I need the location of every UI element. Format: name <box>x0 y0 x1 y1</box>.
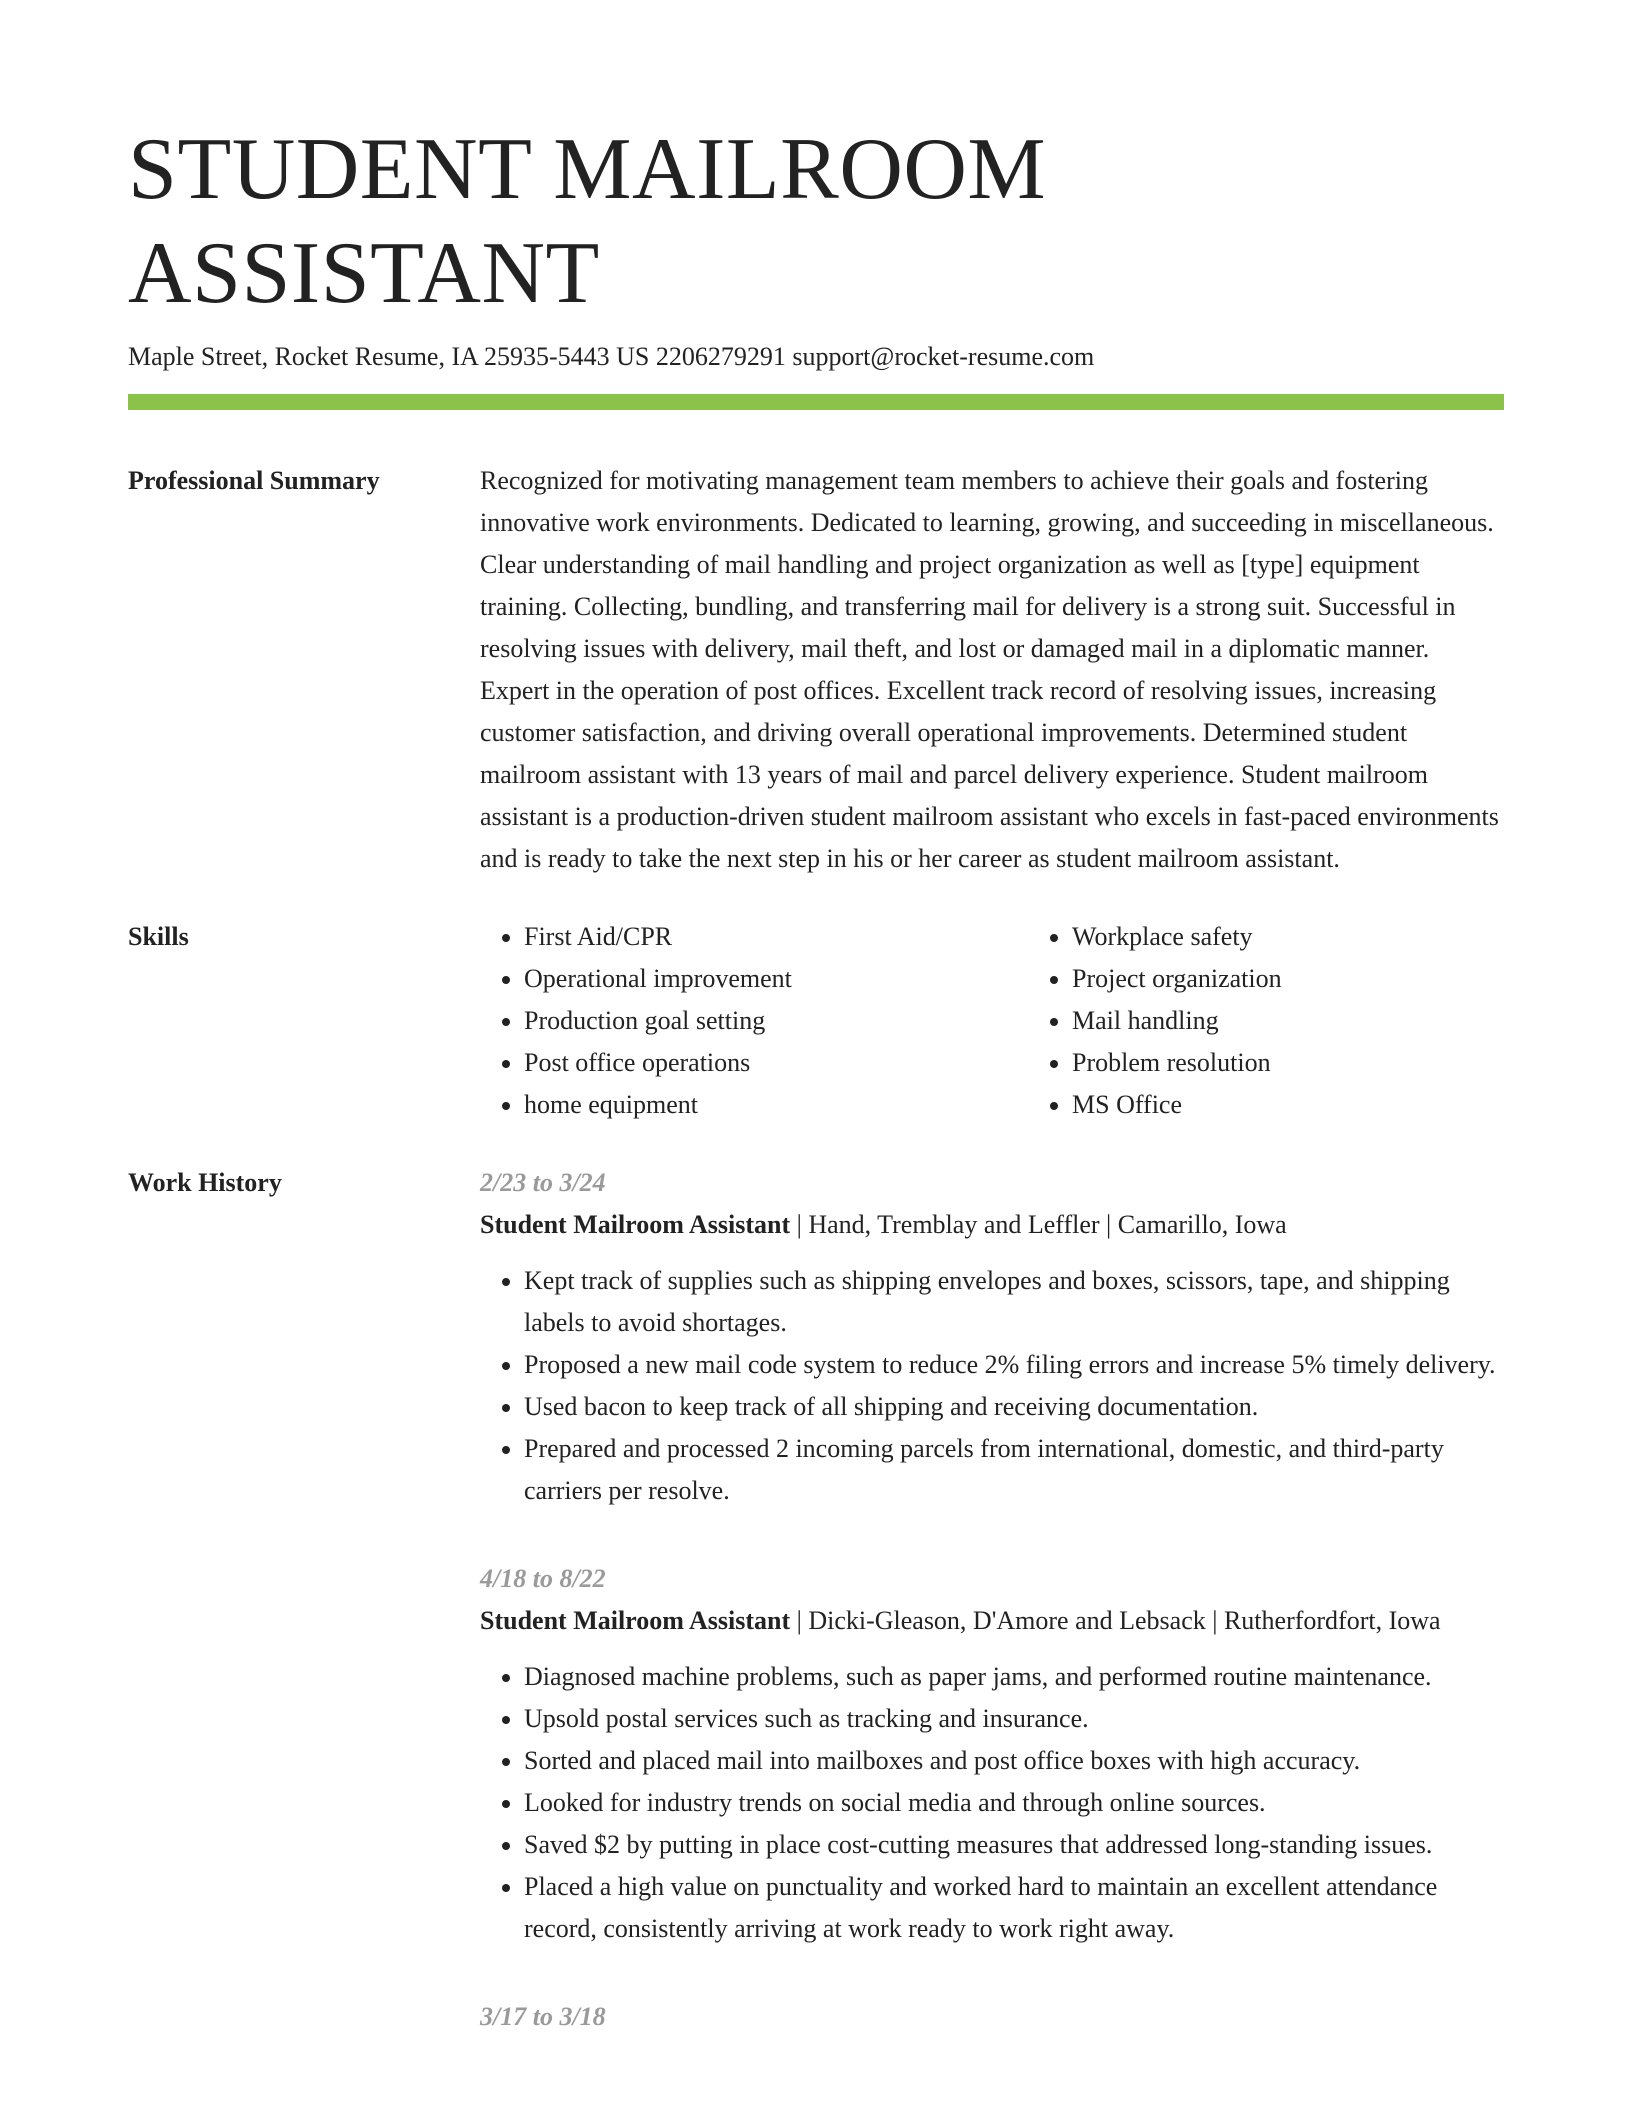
job-bullets <box>480 1260 1504 1512</box>
skills-columns <box>480 916 1576 1126</box>
job-title: Student Mailroom Assistant <box>480 1210 791 1239</box>
skill-item: • Production goal setting <box>524 1000 1028 1042</box>
skill-item: • MS Office <box>1072 1084 1576 1126</box>
job-dates: 3/17 to 3/18 <box>480 2002 606 2031</box>
work-history-body <box>480 1162 1504 2084</box>
skill-item: • Mail handling <box>1072 1000 1576 1042</box>
job-bullet: • Proposed a new mail code system to reduce 2% filing errors and increase 5% timely delivery. <box>524 1344 1504 1386</box>
skill-item: • Post office operations <box>524 1042 1028 1084</box>
resume-name: STUDENT MAILROOM ASSISTANT <box>128 121 1047 322</box>
skills-body <box>480 916 1576 1126</box>
contact-info: Maple Street, Rocket Resume, IA 25935-5443 US 2206279291 support@rocket-resume.com <box>128 342 1095 371</box>
job-bullet: • Kept track of supplies such as shipping envelopes and boxes, scissors, tape, and shipping labels to avoid shortages. <box>524 1260 1504 1344</box>
job-title-line <box>480 1204 1504 1246</box>
job-employer-location: | Hand, Tremblay and Leffler | Camarillo, Iowa <box>790 1210 1287 1239</box>
job-entry <box>480 1996 1504 2038</box>
skills-heading: Skills <box>128 922 189 951</box>
summary-text: Recognized for motivating management team members to achieve their goals and fostering innovative work environments. Dedicated to learning, growing, and succeeding in miscellaneous. Clear understanding of mail handling and project organization as well as [type] equipment training. Collecting, bundling, and transferring mail for delivery is a strong suit. Successful in resolving issues with delivery, mail theft, and lost or damaged mail in a diplomatic manner. Expert in the operation of post offices. Excellent track record of resolving issues, increasing customer satisfaction, and driving overall operational improvements. Determined student mailroom assistant with 13 years of mail and parcel delivery experience. Student mailroom assistant is a production-driven student mailroom assistant who excels in fast-paced environments and is ready to take the next step in his or her career as student mailroom assistant. <box>480 466 1499 873</box>
job-bullet: • Looked for industry trends on social media and through online sources. <box>524 1782 1504 1824</box>
skill-item: • Operational improvement <box>524 958 1028 1000</box>
job-bullet: • Upsold postal services such as tracking and insurance. <box>524 1698 1504 1740</box>
job-bullet: • Sorted and placed mail into mailboxes and post office boxes with high accuracy. <box>524 1740 1504 1782</box>
job-bullet: • Placed a high value on punctuality and worked hard to maintain an excellent attendance record, consistently arriving at work ready to work right away. <box>524 1866 1504 1950</box>
job-bullet: • Saved $2 by putting in place cost-cutting measures that addressed long-standing issues. <box>524 1824 1504 1866</box>
skills-list-right <box>1028 916 1576 1126</box>
header-divider <box>128 394 1504 410</box>
job-title: Student Mailroom Assistant <box>480 1606 791 1635</box>
skills-section <box>128 916 1504 1126</box>
work-history-section <box>128 1162 1504 2084</box>
job-bullet: • Used bacon to keep track of all shipping and receiving documentation. <box>524 1386 1504 1428</box>
job-dates: 4/18 to 8/22 <box>480 1564 606 1593</box>
skill-item: • First Aid/CPR <box>524 916 1028 958</box>
job-title-line <box>480 1600 1504 1642</box>
summary-section <box>128 460 1504 880</box>
summary-body <box>480 460 1504 880</box>
summary-heading: Professional Summary <box>128 466 380 495</box>
skill-item: • Workplace safety <box>1072 916 1576 958</box>
skill-item: • Project organization <box>1072 958 1576 1000</box>
job-bullet: • Diagnosed machine problems, such as paper jams, and performed routine maintenance. <box>524 1656 1504 1698</box>
job-dates: 2/23 to 3/24 <box>480 1168 606 1197</box>
resume-page <box>128 0 1504 2084</box>
work-history-heading: Work History <box>128 1168 282 1197</box>
job-entry <box>480 1162 1504 1512</box>
job-bullet: • Prepared and processed 2 incoming parcels from international, domestic, and third-party carriers per resolve. <box>524 1428 1504 1512</box>
skill-item: • home equipment <box>524 1084 1028 1126</box>
job-bullets <box>480 1656 1504 1950</box>
job-employer-location: | Dicki-Gleason, D'Amore and Lebsack | Rutherfordfort, Iowa <box>790 1606 1441 1635</box>
job-entry <box>480 1558 1504 1950</box>
skill-item: • Problem resolution <box>1072 1042 1576 1084</box>
skills-list-left <box>480 916 1028 1126</box>
